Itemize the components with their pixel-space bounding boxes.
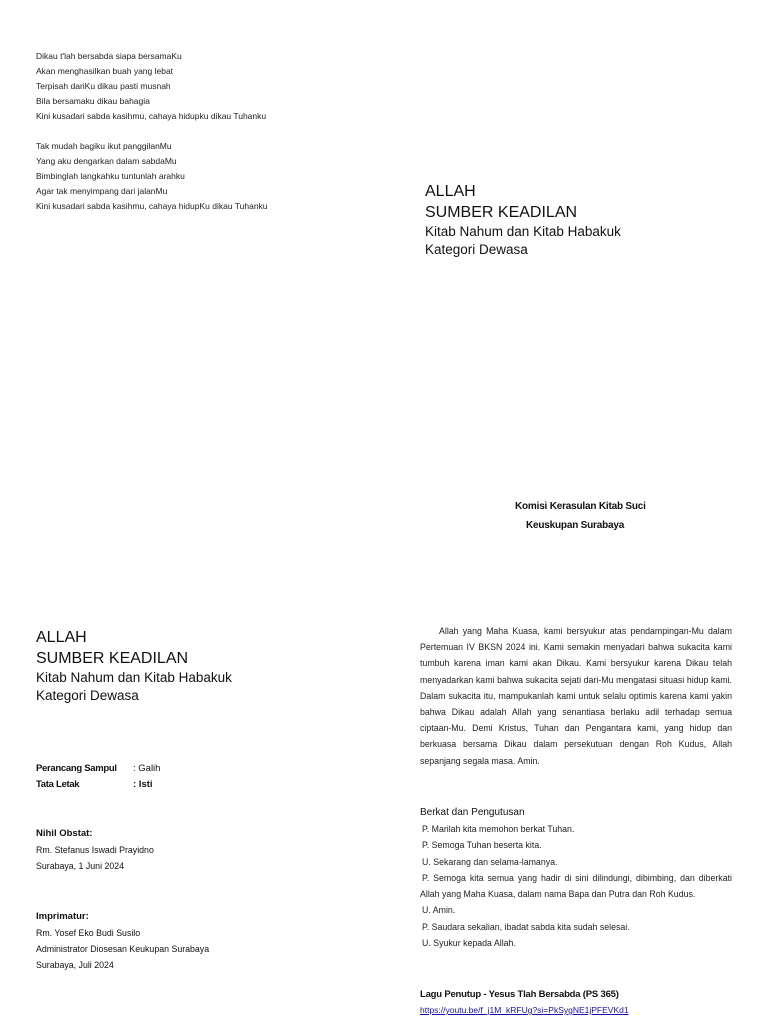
lyric-line: Agar tak menyimpang dari jalanMu [36,186,168,196]
list-item: P. Semoga Tuhan beserta kita. [422,840,542,851]
lyric-line: Bila bersamaku dikau bahagia [36,96,150,106]
cover-title-block [425,181,621,259]
inner-title-line-2: SUMBER KEADILAN [36,650,189,667]
nihil-obstat-date: Surabaya, 1 Juni 2024 [36,861,125,871]
cover-category: Kategori Dewasa [425,242,528,257]
credit-layout-label: Tata Letak [36,779,80,790]
list-item: P. Marilah kita memohon berkat Tuhan. [422,824,575,834]
imprimatur-date: Surabaya, Juli 2024 [36,960,114,970]
lyric-line: Akan menghasilkan buah yang lebat [36,66,174,76]
cover-subtitle: Kitab Nahum dan Kitab Habakuk [425,224,621,239]
nihil-obstat-heading: Nihil Obstat: [36,828,93,839]
nihil-obstat-block [36,826,154,874]
inner-title-block [36,627,232,705]
cover-title-line-1: ALLAH [425,183,476,200]
list-item: P. Semoga kita semua yang hadir di sini dilindungi, dibimbing, dan diberkati Allah yang Maha Kuasa, dalam nama Bapa dan Putra dan Roh Kudus. [420,872,732,900]
list-item: U. Syukur kepada Allah. [422,938,516,949]
credit-layout [36,777,153,793]
list-item: P. Saudara sekalian, ibadat sabda kita sudah selesai. [422,921,630,932]
cover-publisher-commission: Komisi Kerasulan Kitab Suci [515,501,646,512]
blessing-list [420,821,732,951]
closing-prayer: Allah yang Maha Kuasa, kami bersyukur atas pendampingan-Mu dalam Pertemuan IV BKSN 2024 ini. Kami semakin menyadari bahwa sukacita kami tumbuh karena iman kami akan Dikau. Kami bersyukur karena Dikau telah menyadarkan kami bahwa sukacita sejati dari-Mu mengatasi situasi hidup kami. Dalam sukacita itu, mampukanlah kami untuk selalu optimis karena kami yakin bahwa Dikau adalah Allah yang senantiasa berlaku adil terhadap semua ciptaan-Mu. Demi Kristus, Tuhan dan Pengantara kami, yang hidup dan berkuasa bersama Dikau dalam persekutuan dengan Roh Kudus, Allah sepanjang segala masa. Amin. [420,626,732,766]
imprimatur-block [36,909,209,973]
lyric-line: Bimbinglah langkahku tuntunlah arahku [36,171,185,181]
closing-song-heading: Lagu Penutup - Yesus Tlah Bersabda (PS 365) [420,989,619,1000]
lyric-line: Dikau t'lah bersabda siapa bersamaKu [36,51,182,61]
list-item: U. Sekarang dan selama-lamanya. [422,856,558,867]
closing-song-link[interactable]: https://youtu.be/f_j1M_kRFUg?si=PkSygNE1jPFEVKd1 [420,1005,629,1015]
credit-layout-value: : Isti [133,779,153,790]
lyric-line: Kini kusadari sabda kasihmu, cahaya hidupKu dikau Tuhanku [36,201,268,211]
lyric-line: Tak mudah bagiku ikut panggilanMu [36,141,172,151]
cover-title-line-2: SUMBER KEADILAN [425,204,578,221]
lyric-line: Yang aku dengarkan dalam sabdaMu [36,156,177,166]
lyric-line: Kini kusadari sabda kasihmu, cahaya hidupku dikau Tuhanku [36,111,267,121]
imprimatur-name: Rm. Yosef Eko Budi Susilo [36,928,141,938]
cover-publisher-diocese: Keuskupan Surabaya [526,520,625,531]
inner-category: Kategori Dewasa [36,688,139,703]
credit-designer-value: : Galih [133,763,161,774]
inner-subtitle: Kitab Nahum dan Kitab Habakuk [36,670,232,685]
nihil-obstat-name: Rm. Stefanus Iswadi Prayidno [36,845,154,855]
lyrics-verse-1 [36,49,266,124]
blessing-heading: Berkat dan Pengutusan [420,807,525,818]
list-item: U. Amin. [422,905,456,916]
credit-designer [36,761,160,777]
imprimatur-title: Administrator Diosesan Keukupan Surabaya [36,944,210,954]
credit-designer-label: Perancang Sampul [36,763,117,774]
lyric-line: Terpisah dariKu dikau pasti musnah [36,81,171,91]
inner-title-line-1: ALLAH [36,629,87,646]
lyrics-verse-2 [36,139,268,214]
imprimatur-heading: Imprimatur: [36,911,89,922]
